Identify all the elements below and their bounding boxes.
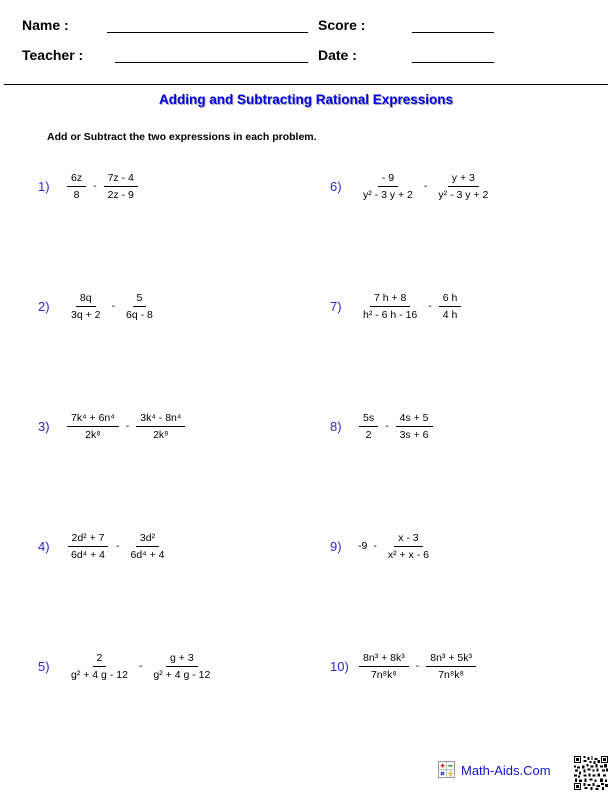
fraction [67,532,109,561]
numerator: 3d² [136,532,159,547]
denominator: x² + x - 6 [387,548,429,561]
numerator: 6z [67,172,86,187]
problem-number: 1) [38,178,50,194]
expression [65,532,171,561]
expression [357,652,478,681]
numerator: 7 h + 8 [370,292,410,307]
problem-item [28,246,320,366]
problem-number: 5) [38,658,50,674]
math-symbols-grid-icon [438,761,455,778]
fraction [104,172,138,201]
operator: - [116,540,120,552]
qr-code [574,756,608,790]
operator: - [125,420,130,432]
fraction [149,652,214,681]
operator: - [373,540,377,552]
problem-item [28,366,320,486]
name-label: Name : [22,17,69,33]
numerator: - 9 [378,172,398,187]
expression [65,412,187,441]
problem-item [320,246,593,366]
expression [65,172,140,201]
denominator: 6q - 8 [126,308,153,321]
numerator: 6 h [439,292,462,307]
operator: - [415,660,420,672]
denominator: 7n⁸k⁸ [438,668,464,681]
numerator: g + 3 [166,652,198,667]
problem-item [320,606,593,726]
problem-number: 2) [38,298,50,314]
problem-number: 4) [38,538,50,554]
denominator: y² - 3 y + 2 [438,188,489,201]
fraction [359,412,378,441]
operator: - [93,180,97,192]
fraction [359,172,417,201]
fraction [439,292,462,321]
denominator: 2k⁸ [85,428,101,441]
numerator: 7z - 4 [104,172,138,187]
operator: - [423,180,428,192]
date-label: Date : [318,47,357,63]
term-text: -9 [358,540,368,552]
denominator: g² + 4 g - 12 [153,668,211,681]
problems-grid [28,126,593,726]
fraction [396,412,433,441]
expression [65,292,159,321]
score-blank-line [412,17,494,33]
fraction [122,292,157,321]
fraction [384,532,433,561]
score-label: Score : [318,17,366,33]
worksheet-title: Adding and Subtracting Rational Expressions [158,92,454,107]
operator: - [385,420,389,432]
problem-item [320,486,593,606]
footer [0,752,612,792]
problem-number: 8) [330,418,342,434]
problem-item [28,606,320,726]
problem-item [320,366,593,486]
numerator: 8q [76,292,96,307]
fraction [136,412,185,441]
name-blank-line [107,17,308,33]
problem-item [320,126,593,246]
denominator: 7n⁸k⁸ [370,668,397,681]
denominator: 3q + 2 [71,308,101,321]
header-divider [4,84,608,85]
teacher-label: Teacher : [22,47,84,63]
fraction [67,412,119,441]
date-blank-line [412,47,494,63]
denominator: 6d⁴ + 4 [130,548,165,561]
fraction [359,652,409,681]
denominator: 4 h [442,308,458,321]
numerator: 2d² + 7 [68,532,109,547]
expression [357,412,435,441]
expression [357,532,435,561]
operator: - [111,300,115,312]
fraction [67,652,132,681]
expression [357,172,494,201]
expression [357,292,463,321]
fraction [434,172,492,201]
problem-number: 10) [330,658,349,674]
numerator: 8n³ + 5k³ [426,652,476,667]
problem-number: 9) [330,538,342,554]
denominator: 2z - 9 [107,188,134,201]
problem-item [28,486,320,606]
denominator: 2 [365,428,372,441]
operator: - [138,660,143,672]
numerator: 3k⁴ - 8n⁴ [136,412,185,427]
fraction [67,292,105,321]
problem-number: 6) [330,178,342,194]
denominator: h² - 6 h - 16 [363,308,418,321]
numerator: 7k⁴ + 6n⁴ [67,412,119,427]
numerator: 4s + 5 [396,412,433,427]
denominator: 6d⁴ + 4 [71,548,105,561]
expression [65,652,216,681]
numerator: 5 [133,292,147,307]
denominator: g² + 4 g - 12 [71,668,128,681]
fraction [426,652,476,681]
denominator: 8 [73,188,80,201]
numerator: 5s [359,412,378,427]
denominator: y² - 3 y + 2 [363,188,413,201]
problem-number: 7) [330,298,342,314]
problem-number: 3) [38,418,50,434]
fraction [359,292,421,321]
denominator: 2k⁸ [153,428,169,441]
numerator: y + 3 [448,172,479,187]
numerator: x - 3 [394,532,422,547]
numerator: 8n³ + 8k³ [359,652,409,667]
instruction-text: Add or Subtract the two expressions in each problem. [47,131,317,143]
problem-item [28,126,320,246]
denominator: 3s + 6 [399,428,429,441]
fraction [127,532,169,561]
operator: - [428,300,432,312]
math-aids-link[interactable]: Math-Aids.Com [461,763,551,778]
numerator: 2 [93,652,107,667]
teacher-blank-line [115,47,308,63]
fraction [67,172,86,201]
